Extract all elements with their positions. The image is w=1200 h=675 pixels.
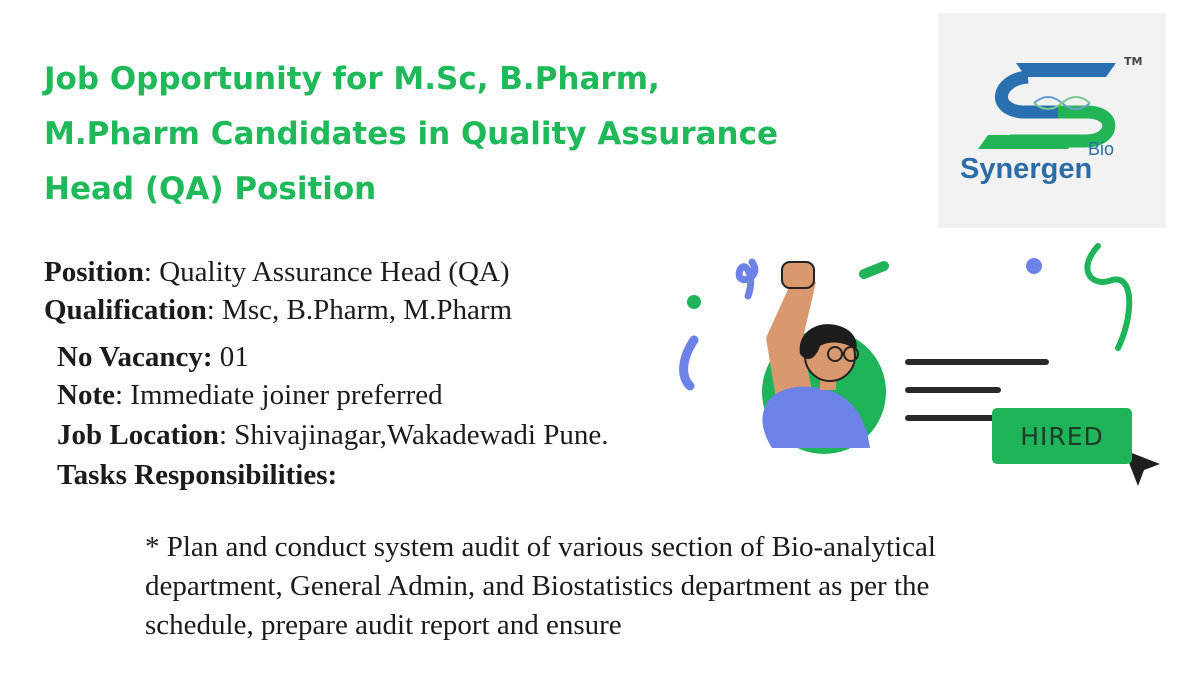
company-logo [938,13,1166,228]
synergen-logo-mark-icon [938,13,1166,153]
qualification-value: : Msc, B.Pharm, M.Pharm [206,294,513,326]
task-line-2: department, General Admin, and Biostatistics department as per the [145,570,930,602]
hired-illustration [660,230,1180,530]
headline-line-2: M.Pharm Candidates in Quality Assurance [44,116,779,152]
note-value: : Immediate joiner preferred [114,379,443,411]
vacancy-row [57,341,249,374]
blue-dot-icon [1026,258,1042,274]
task-line-1: * Plan and conduct system audit of various section of Bio-analytical [145,531,936,563]
logo-trademark: TM [1124,55,1143,68]
blue-squiggle-icon [739,262,755,296]
qualification-row [44,294,512,327]
qualification-label: Qualification [44,294,207,326]
note-label: Note [57,379,115,411]
tasks-heading-row [57,459,337,492]
position-row [44,256,510,289]
headline [44,52,904,217]
green-squiggle-icon [1087,246,1129,348]
note-row [57,379,443,412]
tasks-heading: Tasks Responsibilities: [57,459,338,491]
logo-superscript: Bio [1088,139,1115,159]
green-dot-icon [687,295,701,309]
person-fist [782,262,814,288]
vacancy-label: No Vacancy: [57,341,213,373]
task-line-3: schedule, prepare audit report and ensure [145,609,622,641]
vacancy-value: 01 [212,341,249,373]
hired-badge: HIRED [992,408,1132,464]
location-label: Job Location [57,419,219,451]
location-row [57,419,608,452]
headline-line-3: Head (QA) Position [44,171,377,207]
position-label: Position [44,256,144,288]
blue-arc-icon [684,340,694,386]
headline-line-1: Job Opportunity for M.Sc, B.Pharm, [44,61,660,97]
location-value: : Shivajinagar,Wakadewadi Pune. [218,419,609,451]
green-dash-icon [864,266,884,274]
position-value: : Quality Assurance Head (QA) [143,256,510,288]
logo-name: Synergen [960,153,1093,185]
task-responsibilities [145,528,1095,645]
